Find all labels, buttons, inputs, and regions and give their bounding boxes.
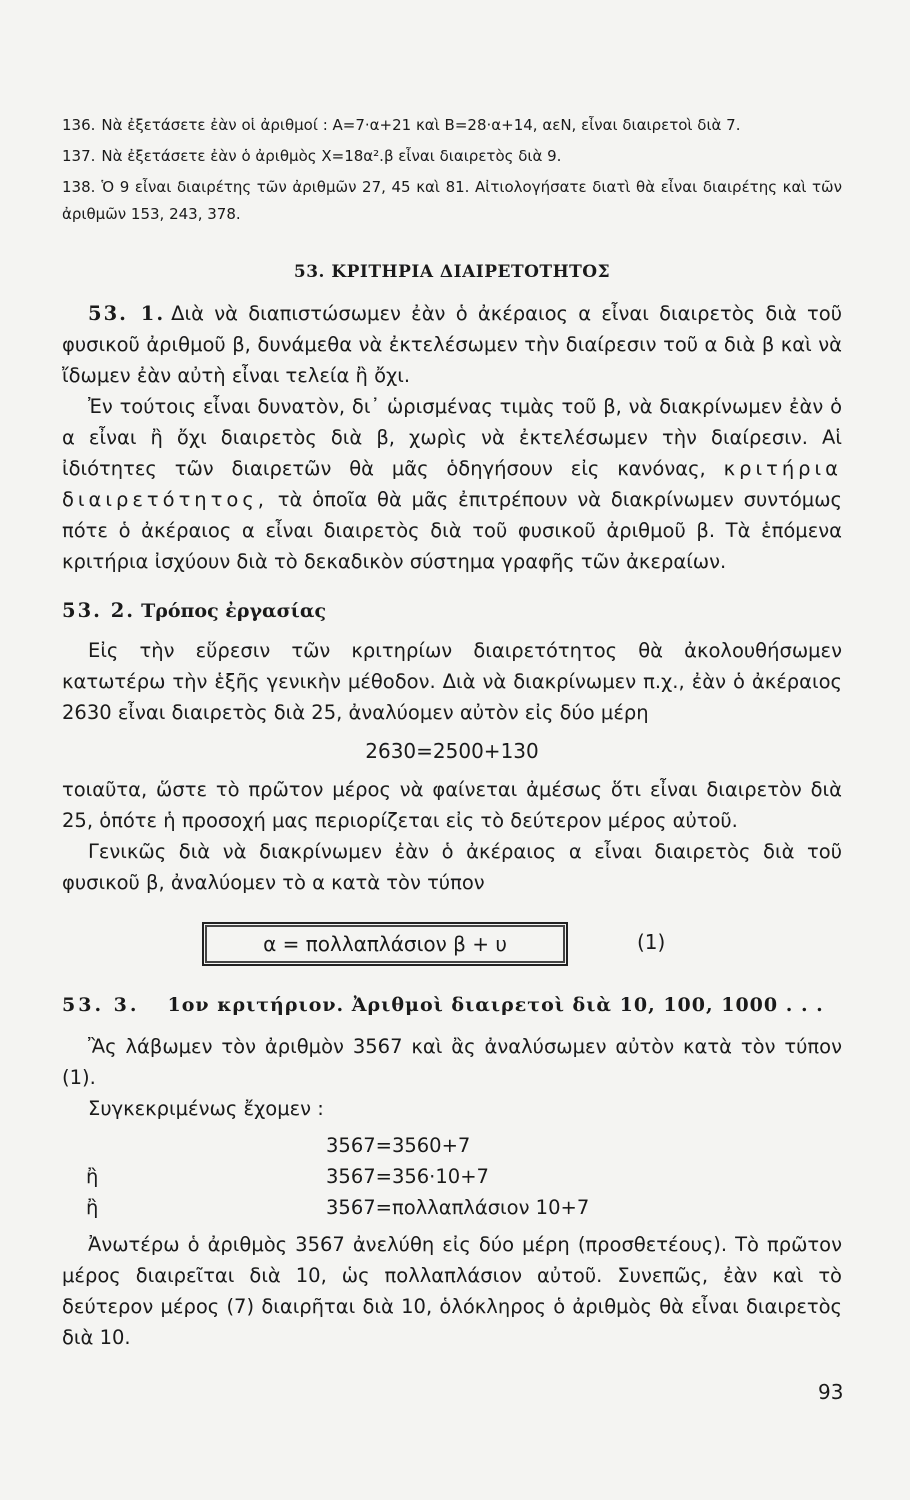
paragraph-53-3-a: Ἂς λάβωμεν τὸν ἀριθμὸν 3567 καὶ ἂς ἀναλύσωμεν αὐτὸν κατὰ τὸν τύπον (1). bbox=[62, 1035, 842, 1089]
section-title: 53. ΚΡΙΤΗΡΙΑ ΔΙΑΙΡΕΤΟΤΗΤΟΣ bbox=[293, 262, 611, 282]
exercise-text: Ὁ 9 εἶναι διαιρέτης τῶν ἀριθμῶν 27, 45 καὶ 81. Αἰτιολογήσατε διατὶ θὰ εἶναι διαιρέτης καὶ τῶν ἀριθμῶν 153, 243, 378. bbox=[62, 178, 842, 223]
paragraph-53-2-c: Γενικῶς διὰ νὰ διακρίνωμεν ἐὰν ὁ ἀκέραιος α εἶναι διαιρετὸς διὰ τοῦ φυσικοῦ β, ἀναλύομεν τὸ α κατὰ τὸν τύπον bbox=[62, 840, 842, 894]
equation-line bbox=[62, 1161, 842, 1192]
paragraph-text: τὰ ὁποῖα θὰ μᾶς ἐπιτρέπουν νὰ διακρίνωμεν συντόμως πότε ὁ ἀκέραιος α εἶναι διαιρετὸς διὰ τοῦ φυσικοῦ ἀριθμοῦ β. Τὰ ἑπόμενα κριτήρια ἰσχύουν διὰ τὸ δεκαδικὸν σύστημα γραφῆς τῶν ἀκεραίων. bbox=[62, 488, 842, 573]
subsection-title: 1ον κριτήριον. Ἀριθμοὶ διαιρετοὶ διὰ 10, 100, 1000 . . . bbox=[167, 994, 824, 1016]
paragraph-text: Ἐν τούτοις εἶναι δυνατὸν, δι᾽ ὡρισμένας τιμὰς τοῦ β, νὰ διακρίνωμεν ἐὰν ὁ α εἶναι ἢ ὄχι διαιρετὸς διὰ β, χωρὶς νὰ ἐκτελέσωμεν τὴν διαίρεσιν. Αἱ ἰδιότητες τῶν διαιρετῶν θὰ μᾶς ὁδηγήσουν εἰς κανόνας, bbox=[62, 395, 842, 480]
paragraph-53-2-a: Εἰς τὴν εὕρεσιν τῶν κριτηρίων διαιρετότητος θὰ ἀκολουθήσωμεν κατωτέρω τὴν ἑξῆς γενικὴν μέθοδον. Διὰ νὰ διακρίνωμεν π.χ., ἐὰν ὁ ἀκέραιος 2630 εἶναι διαιρετὸς διὰ 25, ἀναλύομεν αὐτὸν εἰς δύο μέρη bbox=[62, 639, 842, 724]
or-word: ἢ bbox=[86, 1196, 99, 1219]
subsection-label: 53. 3. bbox=[62, 994, 140, 1016]
paragraph-53-3-b: Συγκεκριμένως ἔχομεν : bbox=[88, 1097, 324, 1120]
paragraph-53-3-c: Ἀνωτέρω ὁ ἀριθμὸς 3567 ἀνελύθη εἰς δύο μέρη (προσθετέους). Τὸ πρῶτον μέρος διαιρεῖται διὰ 10, ὡς πολλαπλάσιον αὐτοῦ. Συνεπῶς, ἐὰν καὶ τὸ δεύτερον μέρος (7) διαιρῆται διὰ 10, ὁλόκληρος ὁ ἀριθμὸς θὰ εἶναι διαιρετὸς διὰ 10. bbox=[62, 1233, 842, 1349]
or-word: ἢ bbox=[86, 1165, 99, 1188]
paragraph-text: Διὰ νὰ διαπιστώσωμεν ἐὰν ὁ ἀκέραιος α εἶναι διαιρετὸς διὰ τοῦ φυσικοῦ ἀριθμοῦ β, δυνάμεθα νὰ ἐκτελέσωμεν τὴν διαίρεσιν τοῦ α διὰ β καὶ νὰ ἴδωμεν ἐὰν αὐτὴ εἶναι τελεία ἢ ὄχι. bbox=[62, 302, 842, 387]
exercise-number: 136. bbox=[62, 116, 96, 134]
subsection-heading-53-2 bbox=[62, 595, 842, 627]
formula-number: (1) bbox=[637, 930, 666, 954]
paragraph-53-1-b bbox=[62, 391, 842, 577]
paragraph-53-2-b: τοιαῦτα, ὥστε τὸ πρῶτον μέρος νὰ φαίνεται ἀμέσως ὅτι εἶναι διαιρετὸν διὰ 25, ὁπότε ἡ προσοχή μας περιορίζεται εἰς τὸ δεύτερον μέρος αὐτοῦ. bbox=[62, 778, 842, 832]
exercise-number: 138. bbox=[62, 178, 96, 196]
exercise-136 bbox=[62, 112, 842, 139]
subsection-label: 53. 2. bbox=[62, 599, 136, 622]
boxed-formula: α = πολλαπλάσιον β + υ bbox=[202, 922, 568, 966]
spaced-term: κριτήρια διαιρετότητος, bbox=[62, 457, 843, 511]
equation-block bbox=[62, 1130, 842, 1223]
subsection-title: Τρόπος ἐργασίας bbox=[141, 600, 327, 622]
equation: 3567=356·10+7 bbox=[326, 1165, 489, 1188]
equation: 3567=πολλαπλάσιον 10+7 bbox=[326, 1196, 590, 1219]
exercise-137 bbox=[62, 143, 842, 170]
subsection-label: 53. 1. bbox=[88, 302, 166, 325]
exercise-text: Νὰ ἐξετάσετε ἐὰν οἱ ἀριθμοί : A=7·α+21 καὶ B=28·α+14, αεN, εἶναι διαιρετοὶ διὰ 7. bbox=[101, 116, 741, 134]
exercise-text: Νὰ ἐξετάσετε ἐὰν ὁ ἀριθμὸς X=18α².β εἶναι διαιρετὸς διὰ 9. bbox=[101, 147, 562, 165]
exercise-number: 137. bbox=[62, 147, 96, 165]
paragraph-53-1-a bbox=[62, 298, 842, 391]
exercise-138 bbox=[62, 174, 842, 228]
equation-line bbox=[62, 1130, 842, 1161]
equation: 3567=3560+7 bbox=[326, 1134, 471, 1157]
subsection-heading-53-3 bbox=[62, 990, 842, 1021]
boxed-formula-row bbox=[62, 914, 842, 976]
equation-line bbox=[62, 1192, 842, 1223]
page-number: 93 bbox=[818, 1380, 844, 1404]
page-content bbox=[62, 112, 842, 1353]
formula-2630: 2630=2500+130 bbox=[365, 739, 539, 763]
